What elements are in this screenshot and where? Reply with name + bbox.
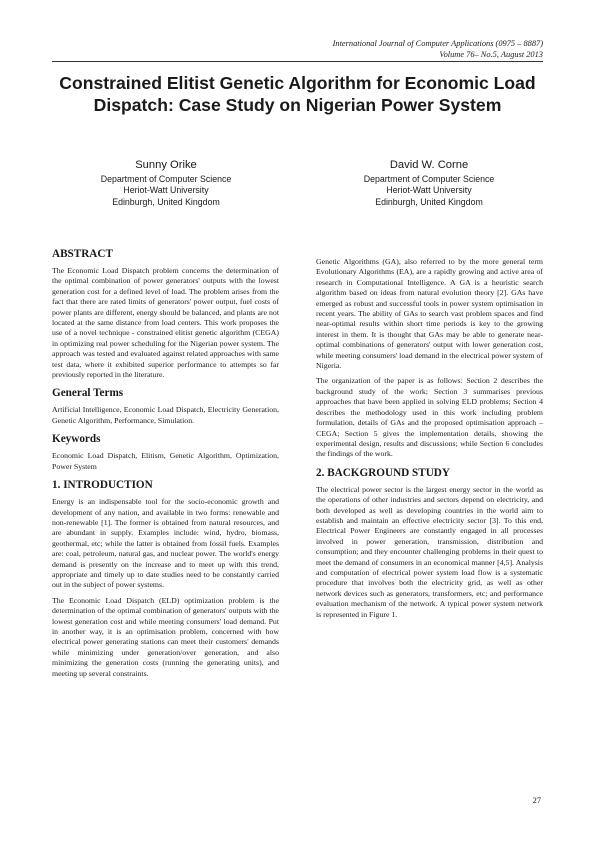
introduction-paragraph-3: Genetic Algorithms (GA), also referred to by the more general term Evolutionary Algorithms (EA), are a rapidly growing and active area of research in Computational Intelligence. A GA is a heuristic search algorithm based on ideas from natural evolution theory [2]. GAs have emerged as robust and successful tools in power system optimisation in recent years. The ability of GAs to search vast problem spaces and find near-optimal results within short time periods is key to the growing interest in them. It is thought that GAs may be able to generate near-optimal combinations of generators' output with lower generation cost, while meeting consumers' load demand in the electrical power system of Nigeria. — [316, 257, 543, 371]
general-terms-text: Artificial Intelligence, Economic Load Dispatch, Electricity Generation, Genetic Algorithm, Performance, Simulation. — [52, 405, 279, 425]
author-department: Department of Computer Science — [100, 174, 232, 184]
author-name: Sunny Orike — [135, 159, 197, 171]
keywords-text: Economic Load Dispatch, Elitism, Genetic Algorithm, Optimization, Power System — [52, 451, 279, 471]
author-university: Heriot-Watt University — [386, 185, 472, 196]
author-name: David W. Corne — [389, 159, 469, 171]
header-rule — [52, 61, 543, 62]
author-block-1 — [66, 158, 266, 208]
abstract-heading: ABSTRACT — [52, 248, 113, 260]
journal-volume: Volume 76– No.5, August 2013 — [439, 50, 543, 59]
introduction-paragraph-4: The organization of the paper is as follows: Section 2 describes the background study of the work; Section 3 summarises previous approaches that have been applied in solving ELD problems; Section 4 describes the methodology used in this work including problem formulation, details of GAs and the proposed optimisation approach – CEGA; Section 5 gives the implementation details, showing the experimental design, results and discussions; while Section 6 concludes the findings of the work. — [316, 376, 543, 459]
paper-title: Constrained Elitist Genetic Algorithm for Economic Load Dispatch: Case Study on Nigerian Power System — [59, 73, 536, 115]
abstract-text: The Economic Load Dispatch problem concerns the determination of the optimal combination of power generators' outputs with the lowest generation cost for a defined level of load. The problem arises from the fact that there are rated limits of generators' power output, fuel costs of power plants are different, energy should be balanced, and plants are not located at the same distance from load centers. This work proposes the use of a novel technique - constrained elitist genetic algorithm (CEGA) in optimizing real power scheduling for the Nigerian power system. The approach was tested and evaluated against related approaches with same test data, where it exhibited superior performance to attempts so far previously reported in the literature. — [52, 266, 279, 380]
author-location: Edinburgh, United Kingdom — [375, 196, 483, 207]
introduction-heading: 1. INTRODUCTION — [52, 479, 153, 492]
background-paragraph-1: The electrical power sector is the largest energy sector in the world as the operations of other industries and sectors depend on electricity, and both developed as well as developing countries in the world aim to establish and maintain an effective electricity sector [3]. To this end, Electrical Power Engineers are constantly engaged in all processes involved in power generation, transmission, distribution and consumption; and they encounter challenging problems in their quest to meet the demand of consumers in an economical manner [4,5]. Analysis and computation of electrical power system load flow is a systematic procedure that involves both the electricity grid, as well as other network devices such as generators, transformers, etc; and performance evaluation mechanism of the network. A typical power system network is represented in Figure 1. — [316, 484, 543, 619]
journal-header — [333, 38, 543, 60]
introduction-paragraph-1: Energy is an indispensable tool for the socio-economic growth and development of any nation, and available in two forms: renewable and non-renewable [1]. The former is obtained from natural resources, and are abundant in supply. Examples include: wind, hydro, biomass, geothermal, etc; while the latter is obtained from fossil fuels. Examples are: coal, petroleum, natural gas, and nuclear power. The world's energy demand is presently on the increase and to meet up with this trend, appropriate and timely up to date studies need to be constantly carried out in the subject of power systems. — [52, 497, 279, 590]
right-column — [316, 257, 543, 625]
background-heading: 2. BACKGROUND STUDY — [316, 466, 450, 479]
author-university: Heriot-Watt University — [123, 185, 209, 196]
author-block-2 — [329, 158, 529, 208]
author-department: Department of Computer Science — [363, 174, 495, 184]
introduction-paragraph-2: The Economic Load Dispatch (ELD) optimization problem is the determination of the optimal combination of generators' outputs with the lowest generation cost and while meeting consumers' load demand. Put in another way, it is an optimisation problem, concerned with how electrical power generating stations can meet their customers' demands while minimizing under generation/over generation, and also minimizing the generation costs (running the generating units), and meeting up several constraints. — [52, 595, 279, 678]
journal-name: International Journal of Computer Applications (0975 – 8887) — [332, 39, 543, 48]
left-column — [52, 247, 279, 684]
keywords-heading: Keywords — [52, 433, 101, 446]
page-number: 27 — [532, 796, 541, 805]
general-terms-heading: General Terms — [52, 387, 124, 400]
author-location: Edinburgh, United Kingdom — [112, 196, 220, 207]
